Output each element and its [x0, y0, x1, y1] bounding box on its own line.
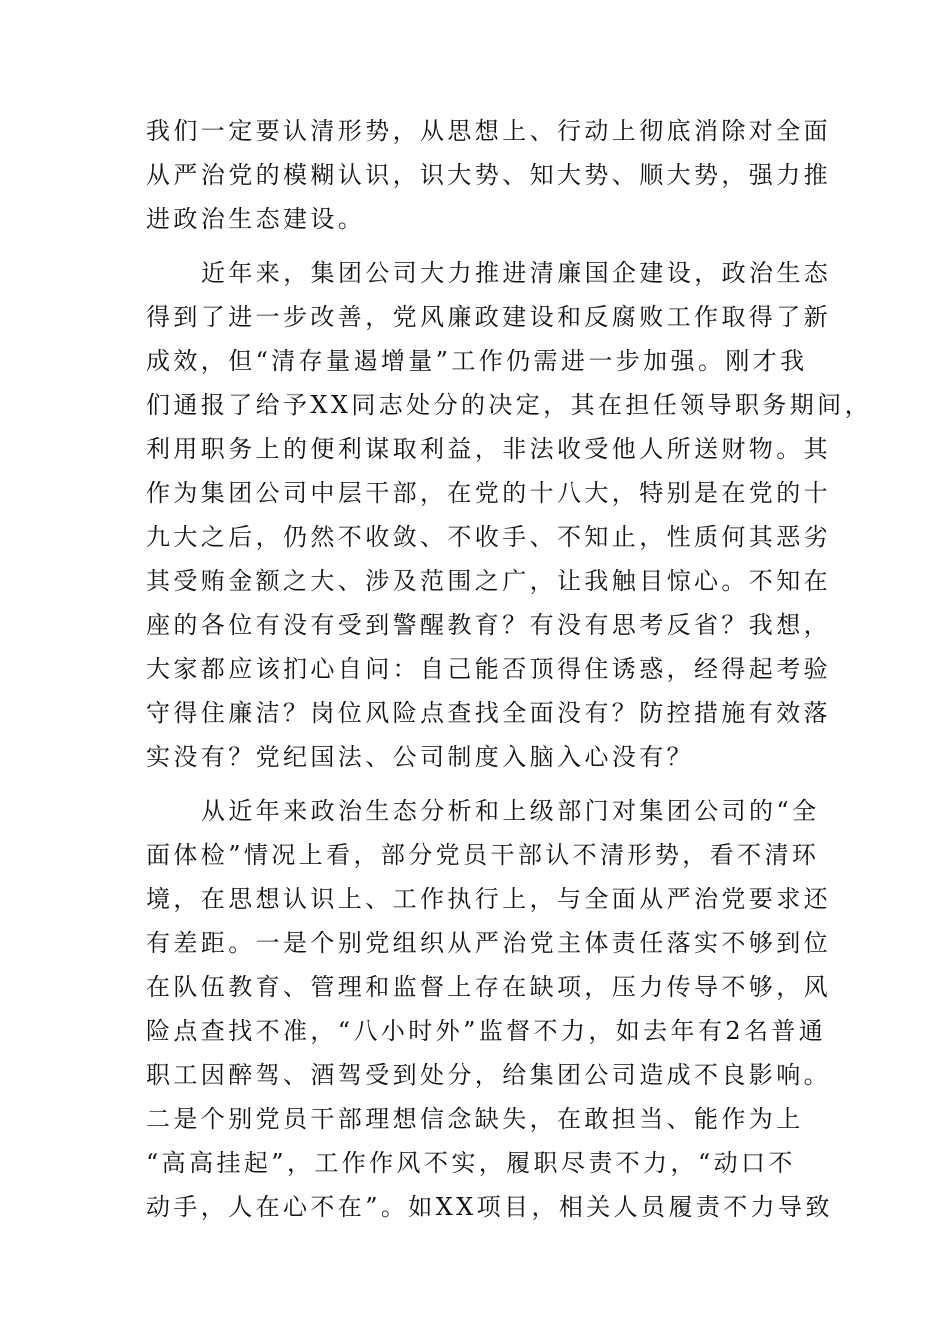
text-line: 进政治生态建设。	[146, 205, 366, 233]
paragraph-2	[146, 255, 872, 783]
text-line: 座的各位有没有受到警醒教育？有没有思考反省？我想，	[146, 611, 831, 639]
text-line: 我们一定要认清形势，从思想上、行动上彻底消除对全面	[146, 117, 831, 145]
text-line: 得到了进一步改善，党风廉政建设和反腐败工作取得了新	[146, 303, 831, 331]
text-line: 境，在思想认识上、工作执行上，与全面从严治党要求还	[146, 885, 831, 913]
text-line: 作为集团公司中层干部，在党的十八大，特别是在党的十	[146, 479, 831, 507]
text-line: 九大之后，仍然不收敛、不收手、不知止，性质何其恶劣	[146, 523, 831, 551]
text-line: 大家都应该扪心自问：自己能否顶得住诱惑，经得起考验	[146, 655, 831, 683]
text-line: 实没有？党纪国法、公司制度入脑入心没有？	[146, 743, 694, 771]
text-line: 利用职务上的便利谋取利益，非法收受他人所送财物。其	[146, 435, 831, 463]
text-line: 近年来，集团公司大力推进清廉国企建设，政治生态	[201, 259, 832, 287]
text-line: 从严治党的模糊认识，识大势、知大势、顺大势，强力推	[146, 161, 831, 189]
text-line: 成效，但“清存量遏增量”工作仍需进一步加强。刚才我	[146, 347, 808, 375]
text-line: 面体检”情况上看，部分党员干部认不清形势，看不清环	[146, 841, 820, 869]
text-line: 们通报了给予XX同志处分的决定，其在担任领导职务期间，	[146, 391, 872, 419]
text-line: 动手，人在心不在”。如XX项目，相关人员履责不力导致	[146, 1193, 833, 1221]
text-line: 有差距。一是个别党组织从严治党主体责任落实不够到位	[146, 929, 831, 957]
paragraph-3	[146, 793, 846, 1233]
text-line: 守得住廉洁？岗位风险点查找全面没有？防控措施有效落	[146, 699, 831, 727]
paragraph-1	[146, 113, 846, 245]
document-body	[146, 113, 872, 1243]
text-line: 二是个别党员干部理想信念缺失，在敢担当、能作为上	[146, 1105, 804, 1133]
text-line: “高高挂起”，工作作风不实，履职尽责不力，“动口不	[146, 1149, 796, 1177]
text-line: 险点查找不准，“八小时外”监督不力，如去年有2名普通	[146, 1017, 827, 1045]
text-line: 从近年来政治生态分析和上级部门对集团公司的“全	[201, 797, 820, 825]
text-line: 职工因醉驾、酒驾受到处分，给集团公司造成不良影响。	[146, 1061, 831, 1089]
text-line: 其受贿金额之大、涉及范围之广，让我触目惊心。不知在	[146, 567, 831, 595]
text-line: 在队伍教育、管理和监督上存在缺项，压力传导不够，风	[146, 973, 831, 1001]
